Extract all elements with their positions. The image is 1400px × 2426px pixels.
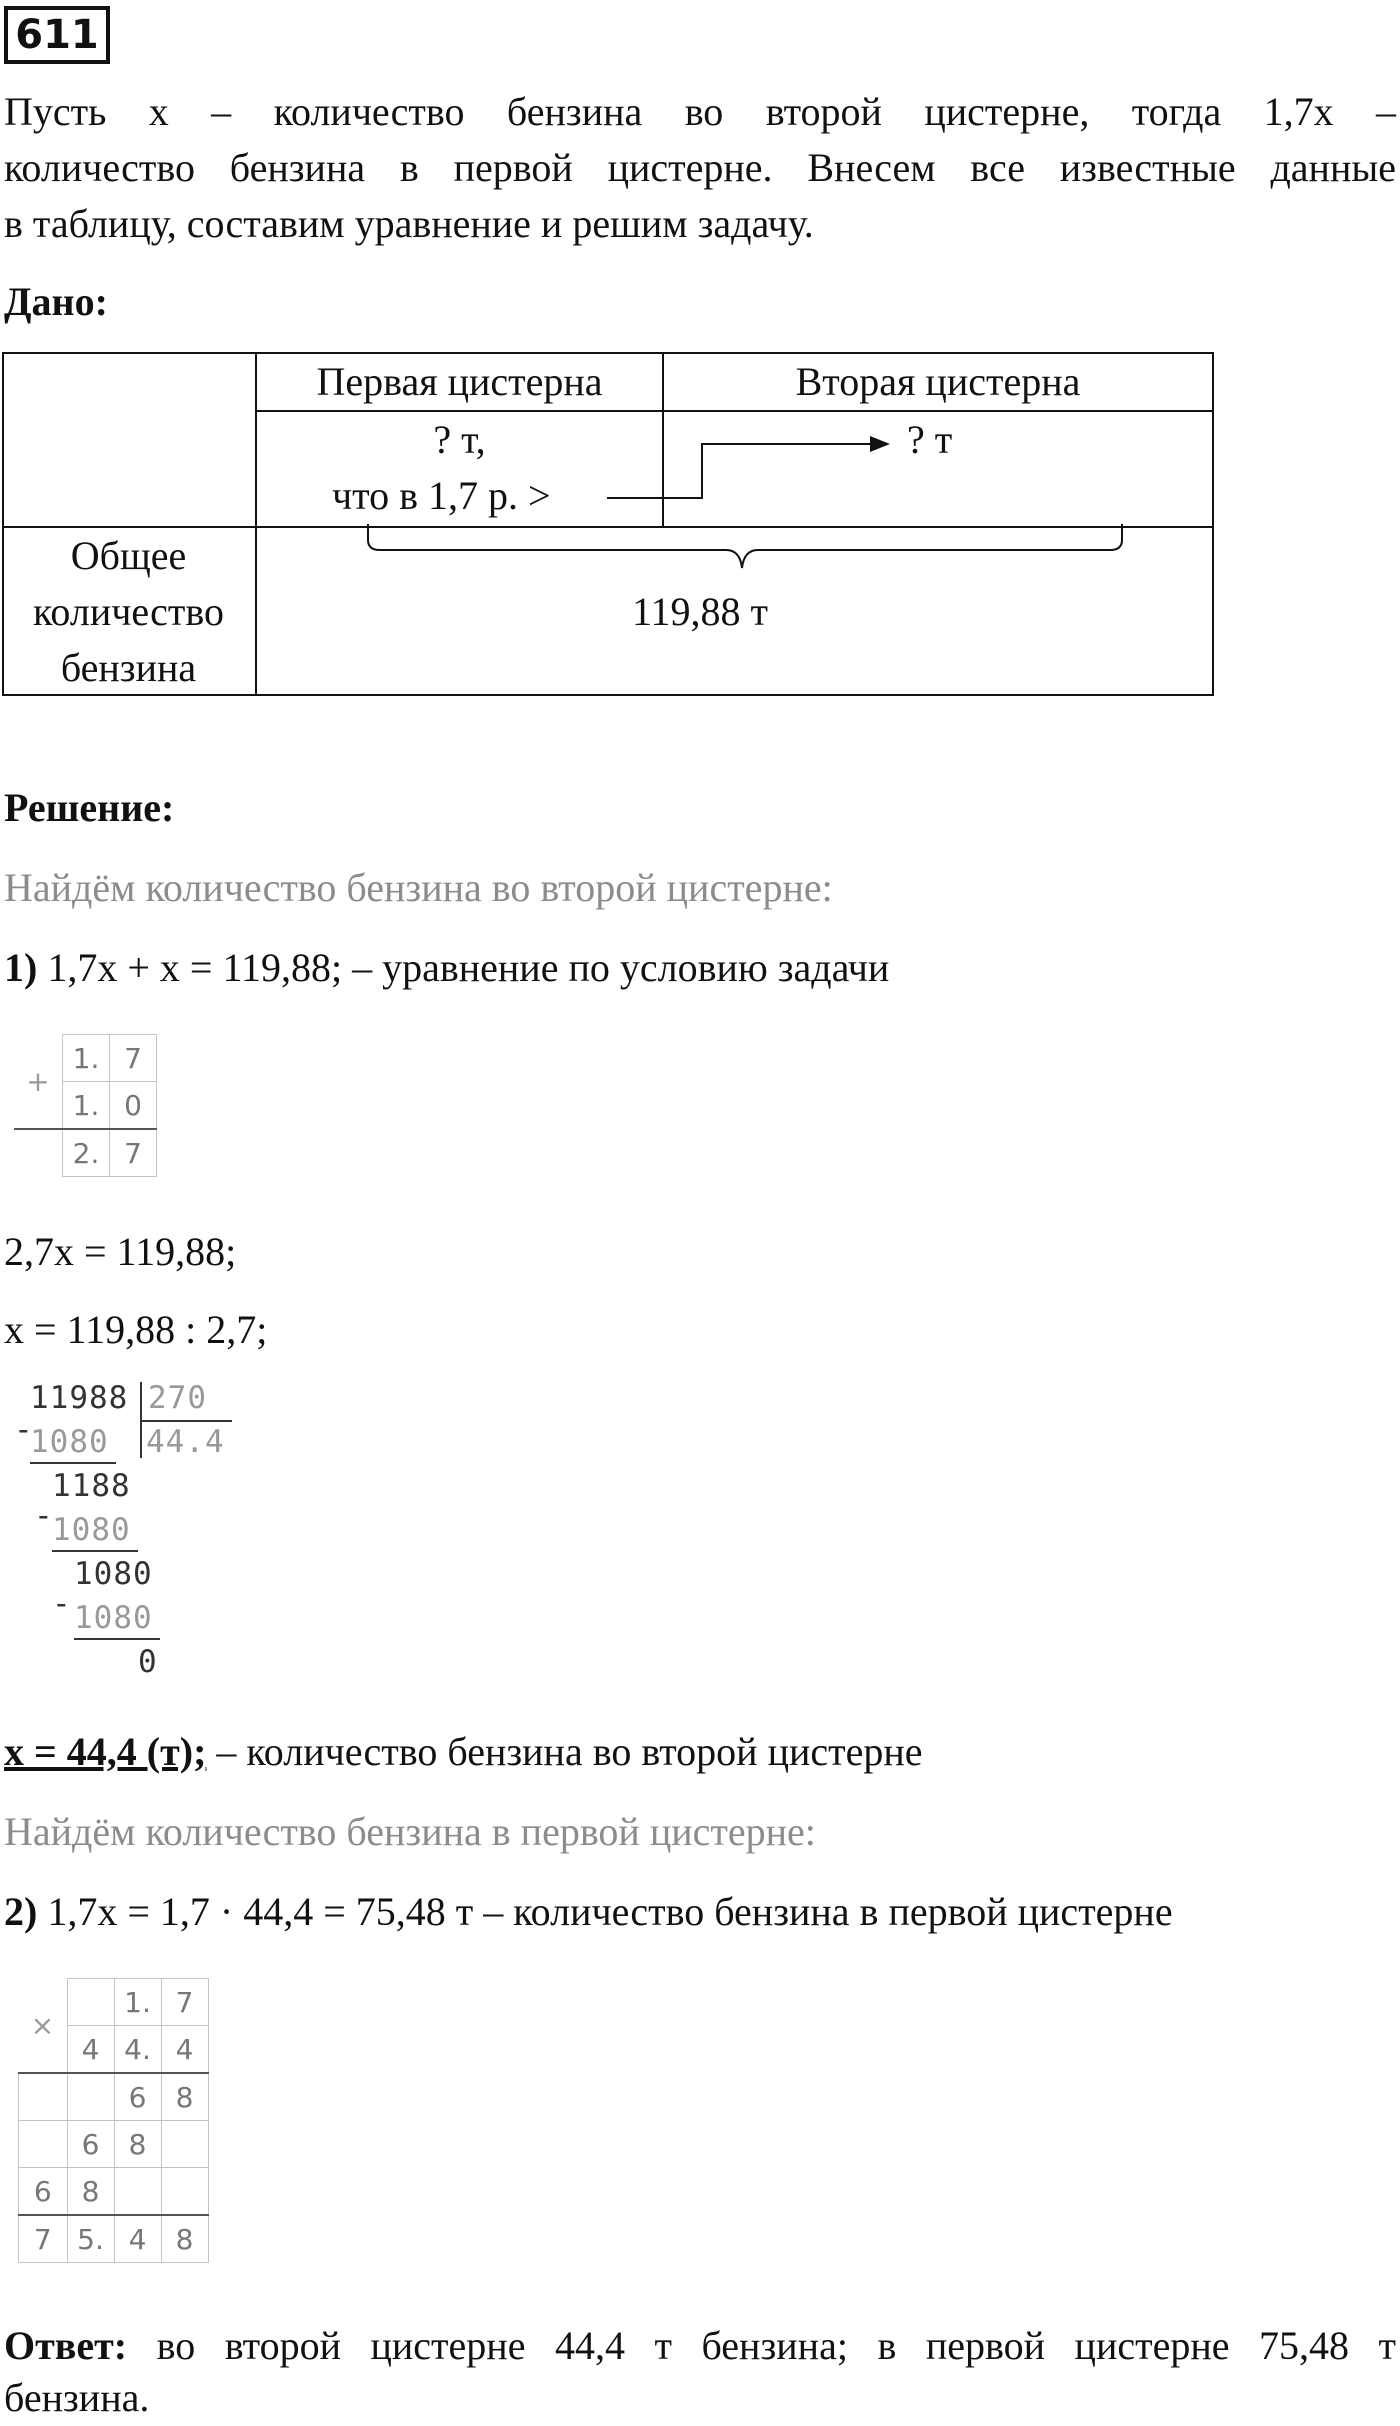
arrow-diagram <box>2 352 1214 696</box>
mul-cell: 5. <box>67 2215 114 2263</box>
minus-sign-1: - <box>14 1412 34 1448</box>
subtract-2: 1080 <box>52 1512 131 1548</box>
step1-hint: Найдём количество бензина во второй цистерне: <box>4 865 833 910</box>
add-cell: 1. <box>63 1035 110 1082</box>
multiply-sign: × <box>30 2008 55 2042</box>
intro-line-2: количество бензина в первой цистерне. Внесем все известные данные <box>4 145 1396 190</box>
mul-cell <box>67 1979 114 2026</box>
solution-label: Решение: <box>4 785 175 830</box>
mul-cell: 6 <box>67 2121 114 2168</box>
division-line-1 <box>30 1462 116 1464</box>
mul-cell: 7 <box>19 2215 68 2263</box>
row-label-1: Общее <box>70 533 187 578</box>
answer-line-2: бензина. <box>4 2375 150 2420</box>
remainder-2: 1080 <box>74 1556 153 1592</box>
mul-cell <box>67 2073 114 2121</box>
addition-grid <box>14 1034 157 1177</box>
subtract-3: 1080 <box>74 1600 153 1636</box>
division-line-2 <box>52 1550 138 1552</box>
mul-cell: 4 <box>161 2026 208 2074</box>
intro-line-3: в таблицу, составим уравнение и решим задачу. <box>4 201 814 246</box>
add-cell: 2. <box>63 1129 110 1177</box>
answer-line-1 <box>4 2318 1396 2374</box>
answer-text-1: во второй цистерне 44,4 т бензина; в первой цистерне 75,48 т <box>156 2323 1397 2368</box>
answer-label: Ответ: <box>4 2323 128 2368</box>
result1-text: – количество бензина во второй цистерне <box>206 1729 923 1774</box>
mul-cell <box>161 2168 208 2216</box>
step1-number: 1) <box>4 945 38 990</box>
multiplication-grid <box>18 1978 209 2263</box>
mul-cell <box>114 2168 161 2216</box>
step2-number: 2) <box>4 1889 38 1934</box>
step1-text: 1,7x + x = 119,88; – уравнение по условию задачи <box>37 945 890 990</box>
given-label: Дано: <box>4 279 108 324</box>
add-cell: 7 <box>110 1129 157 1177</box>
mul-cell: 6 <box>19 2168 68 2216</box>
add-cell: 0 <box>110 1082 157 1130</box>
mul-cell: 6 <box>114 2073 161 2121</box>
step2-line <box>4 1884 1173 1940</box>
step2-text: 1,7x = 1,7 · 44,4 = 75,48 т – количество бензина в первой цистерне <box>37 1889 1173 1934</box>
col-header-second-tank: Вторая цистерна <box>795 359 1081 404</box>
dividend: 11988 <box>30 1380 129 1416</box>
first-tank-question: ? т, <box>433 417 486 462</box>
mul-cell: 4 <box>114 2215 161 2263</box>
minus-sign-2: - <box>34 1498 54 1534</box>
add-cell-empty <box>14 1129 63 1177</box>
ratio-arrow-line <box>607 444 872 498</box>
second-tank-question: ? т <box>907 417 953 462</box>
row-label-3: бензина <box>60 645 197 690</box>
mul-cell: 8 <box>114 2121 161 2168</box>
mul-cell <box>161 2121 208 2168</box>
subtract-1: 1080 <box>30 1424 109 1460</box>
mul-cell <box>19 2073 68 2121</box>
add-cell: 1. <box>63 1082 110 1130</box>
col-header-first-tank: Первая цистерна <box>316 359 603 404</box>
total-brace <box>368 524 1122 568</box>
step1-line <box>4 940 889 996</box>
mul-cell: 4. <box>114 2026 161 2074</box>
arrow-head-icon <box>870 436 890 452</box>
quotient: 44.4 <box>146 1424 225 1460</box>
mul-cell: 8 <box>161 2215 208 2263</box>
equation-3: x = 119,88 : 2,7; <box>4 1307 268 1352</box>
total-amount: 119,88 т <box>632 589 768 634</box>
result1-line <box>4 1724 923 1780</box>
addition-sign: + <box>26 1064 50 1098</box>
remainder-final: 0 <box>138 1644 158 1680</box>
first-tank-ratio: что в 1,7 р. > <box>332 473 551 518</box>
add-cell: 7 <box>110 1035 157 1082</box>
step2-hint: Найдём количество бензина в первой цистерне: <box>4 1809 816 1854</box>
mul-cell: 1. <box>114 1979 161 2026</box>
equation-2: 2,7x = 119,88; <box>4 1229 237 1274</box>
mul-cell: 4 <box>67 2026 114 2074</box>
minus-sign-3: - <box>52 1586 72 1622</box>
mul-cell <box>19 2121 68 2168</box>
divisor: 270 <box>148 1380 207 1416</box>
mul-cell: 8 <box>67 2168 114 2216</box>
problem-number: 611 <box>4 6 110 64</box>
result1-value: x = 44,4 (т); <box>4 1729 207 1774</box>
intro-line-1: Пусть x – количество бензина во второй цистерне, тогда 1,7x – <box>4 89 1396 134</box>
given-table <box>2 352 1214 696</box>
row-label-2: количество <box>33 589 224 634</box>
mul-cell: 8 <box>161 2073 208 2121</box>
mul-cell: 7 <box>161 1979 208 2026</box>
remainder-1: 1188 <box>52 1468 131 1504</box>
division-line-3 <box>74 1638 160 1640</box>
